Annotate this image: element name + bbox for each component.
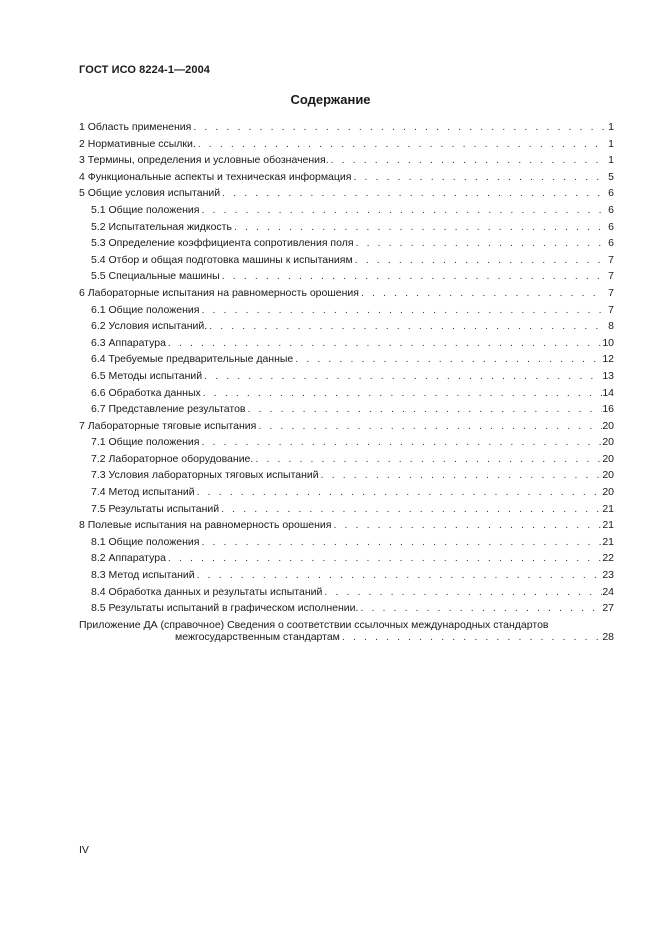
toc-entry-label: 5 Общие условия испытаний <box>79 187 221 200</box>
toc-entry[interactable] <box>79 451 614 468</box>
toc-leader-dots <box>256 418 602 435</box>
toc-entry-label: 6.3 Аппаратура <box>91 336 166 349</box>
page-number: IV <box>79 844 89 856</box>
toc-entry[interactable] <box>79 484 614 501</box>
toc-leader-dots <box>329 152 604 169</box>
toc-entry[interactable] <box>79 550 614 567</box>
toc-entry-label: 5.1 Общие положения <box>91 203 200 216</box>
toc-entry-page: 7 <box>608 270 614 283</box>
toc-leader-dots <box>220 185 604 202</box>
appendix-label-line2: межгосударственным стандартам <box>175 630 340 643</box>
toc-entry[interactable] <box>79 335 614 352</box>
toc-leader-dots <box>199 302 604 319</box>
toc-entry-page: 6 <box>608 203 614 216</box>
appendix-label-line1: Приложение ДА (справочное) Сведения о соответствии ссылочных международных стандартов <box>79 618 549 631</box>
toc-entry-label: 6.6 Обработка данных <box>91 386 201 399</box>
toc-entry-page: 28 <box>602 630 614 643</box>
toc-entry-page: 21 <box>602 519 614 532</box>
toc-entry-appendix[interactable] <box>79 619 614 643</box>
toc-entry[interactable] <box>79 219 614 236</box>
toc-leader-dots <box>220 268 604 285</box>
toc-leader-dots <box>199 202 604 219</box>
toc-entry-page: 8 <box>608 320 614 333</box>
toc-entry[interactable] <box>79 418 614 435</box>
toc-entry[interactable] <box>79 185 614 202</box>
toc-entry-page: 5 <box>608 170 614 183</box>
toc-entry-label: 6.2 Условия испытаний. <box>91 320 208 333</box>
toc-entry[interactable] <box>79 152 614 169</box>
toc-entry[interactable] <box>79 318 614 335</box>
toc-leader-dots <box>358 600 602 617</box>
table-of-contents <box>79 119 614 643</box>
toc-entry[interactable] <box>79 169 614 186</box>
toc-entry-label: 6.1 Общие положения <box>91 303 200 316</box>
toc-entry-label: 8.2 Аппаратура <box>91 552 166 565</box>
toc-entry[interactable] <box>79 202 614 219</box>
toc-leader-dots <box>166 550 602 567</box>
toc-entry-label: 6.5 Методы испытаний <box>91 369 203 382</box>
toc-entry-page: 20 <box>602 436 614 449</box>
toc-leader-dots <box>253 451 602 468</box>
toc-entry[interactable] <box>79 600 614 617</box>
toc-entry-page: 10 <box>602 336 614 349</box>
toc-entry-page: 20 <box>602 486 614 499</box>
toc-entry-page: 14 <box>602 386 614 399</box>
toc-leader-dots <box>340 631 602 643</box>
toc-entry[interactable] <box>79 136 614 153</box>
toc-entry[interactable] <box>79 368 614 385</box>
toc-entry-page: 20 <box>602 419 614 432</box>
toc-entry-label: 5.4 Отбор и общая подготовка машины к испытаниям <box>91 253 353 266</box>
toc-leader-dots <box>195 484 603 501</box>
toc-leader-dots <box>353 252 604 269</box>
toc-entry-label: 7 Лабораторные тяговые испытания <box>79 419 257 432</box>
toc-leader-dots <box>195 567 603 584</box>
toc-leader-dots <box>322 584 602 601</box>
toc-entry-label: 2 Нормативные ссылки. <box>79 137 196 150</box>
toc-entry-label: 7.5 Результаты испытаний <box>91 502 220 515</box>
toc-leader-dots <box>202 368 602 385</box>
toc-entry-label: 8.3 Метод испытаний <box>91 569 195 582</box>
toc-entry-label: 7.4 Метод испытаний <box>91 486 195 499</box>
toc-entry-label: 6 Лабораторные испытания на равномерность орошения <box>79 286 359 299</box>
toc-entry[interactable] <box>79 285 614 302</box>
toc-entry[interactable] <box>79 584 614 601</box>
toc-entry-label: 5.3 Определение коэффициента сопротивления поля <box>91 237 354 250</box>
toc-entry[interactable] <box>79 434 614 451</box>
toc-entry-page: 6 <box>608 187 614 200</box>
toc-entry-page: 1 <box>608 121 614 133</box>
toc-entry[interactable] <box>79 567 614 584</box>
toc-leader-dots <box>351 169 604 186</box>
toc-entry[interactable] <box>79 385 614 402</box>
toc-entry-page: 1 <box>608 137 614 150</box>
toc-entry-label: 4 Функциональные аспекты и техническая информация <box>79 170 352 183</box>
toc-entry-page: 6 <box>608 220 614 233</box>
toc-entry-label: 8.4 Обработка данных и результаты испытаний <box>91 585 323 598</box>
toc-entry[interactable] <box>79 534 614 551</box>
toc-leader-dots <box>166 335 602 352</box>
toc-entry-page: 7 <box>608 286 614 299</box>
toc-entry-label: 6.7 Представление результатов <box>91 403 246 416</box>
toc-entry-page: 23 <box>602 569 614 582</box>
toc-entry-page: 22 <box>602 552 614 565</box>
toc-entry[interactable] <box>79 302 614 319</box>
toc-title: Содержание <box>290 92 371 107</box>
toc-leader-dots <box>359 285 604 302</box>
toc-entry[interactable] <box>79 517 614 534</box>
toc-entry-page: 24 <box>602 585 614 598</box>
toc-entry[interactable] <box>79 401 614 418</box>
toc-leader-dots <box>196 136 604 153</box>
toc-entry[interactable] <box>79 268 614 285</box>
toc-leader-dots <box>219 501 602 518</box>
toc-entry-label: 7.2 Лабораторное оборудование. <box>91 452 254 465</box>
toc-entry-page: 16 <box>602 403 614 416</box>
toc-entry-label: 6.4 Требуемые предварительные данные <box>91 353 294 366</box>
toc-entry-label: 5.5 Специальные машины <box>91 270 220 283</box>
toc-entry-label: 8 Полевые испытания на равномерность орошения <box>79 519 332 532</box>
toc-entry-label: 7.3 Условия лабораторных тяговых испытаний <box>91 469 319 482</box>
toc-entry-page: 27 <box>602 602 614 615</box>
toc-entry-page: 7 <box>608 253 614 266</box>
toc-entry-page: 13 <box>602 369 614 382</box>
toc-leader-dots <box>354 235 604 252</box>
toc-leader-dots <box>319 467 603 484</box>
toc-leader-dots <box>331 517 602 534</box>
toc-entry-page: 12 <box>602 353 614 366</box>
toc-entry[interactable] <box>79 119 614 136</box>
toc-entry[interactable] <box>79 252 614 269</box>
toc-entry-label: 5.2 Испытательная жидкость <box>91 220 232 233</box>
toc-entry[interactable] <box>79 467 614 484</box>
toc-entry-page: 6 <box>608 237 614 250</box>
toc-leader-dots <box>232 219 604 236</box>
toc-entry[interactable] <box>79 501 614 518</box>
toc-leader-dots <box>199 434 602 451</box>
toc-entry-label: 8.1 Общие положения <box>91 535 200 548</box>
toc-leader-dots <box>246 401 603 418</box>
toc-entry[interactable] <box>79 235 614 252</box>
toc-leader-dots <box>293 351 602 368</box>
appendix-label-row2 <box>79 631 614 643</box>
toc-leader-dots <box>191 119 604 136</box>
toc-entry-page: 21 <box>602 535 614 548</box>
toc-entry-page: 20 <box>602 469 614 482</box>
toc-entry-page: 21 <box>602 502 614 515</box>
toc-leader-dots <box>207 318 604 335</box>
toc-entry-label: 7.1 Общие положения <box>91 436 200 449</box>
toc-leader-dots <box>201 385 603 402</box>
toc-leader-dots <box>199 534 602 551</box>
toc-entry[interactable] <box>79 351 614 368</box>
toc-entry-label: 8.5 Результаты испытаний в графическом исполнении. <box>91 602 359 615</box>
document-header: ГОСТ ИСО 8224-1—2004 <box>79 64 211 76</box>
toc-entry-page: 1 <box>608 154 614 167</box>
toc-entry-label: 3 Термины, определения и условные обозначения. <box>79 154 329 167</box>
toc-entry-label: 1 Область применения <box>79 121 192 133</box>
toc-entry-page: 7 <box>608 303 614 316</box>
toc-entry-page: 20 <box>602 452 614 465</box>
